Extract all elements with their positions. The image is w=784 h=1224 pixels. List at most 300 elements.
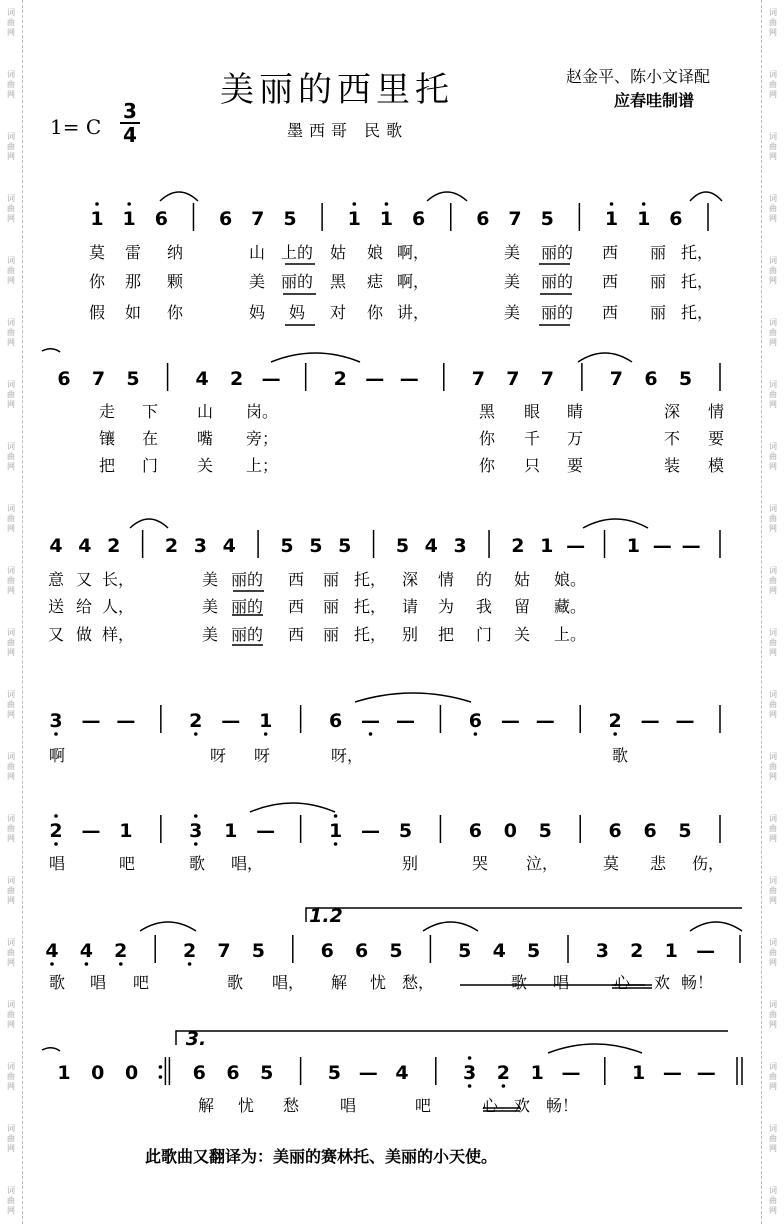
lyric-word: 忧 <box>369 973 387 992</box>
lyric-word: 别 <box>401 625 419 644</box>
note: 1 <box>122 208 136 230</box>
lyric-word: 藏。 <box>553 597 587 616</box>
note: 1 <box>90 208 104 230</box>
lyric-word: 吧 <box>132 973 150 992</box>
lyric-word: 丽的 <box>540 243 574 262</box>
slur-mark <box>250 803 335 812</box>
note: 7 <box>540 368 554 390</box>
note: 1 <box>379 208 394 230</box>
note: 5 <box>338 535 352 557</box>
lyric-word: 歌 <box>226 973 244 992</box>
note: 2 <box>230 368 244 390</box>
lyric-word: 纳 <box>166 243 184 262</box>
watermark-text: 词 曲 网 <box>7 876 15 905</box>
octave-dot <box>188 962 192 966</box>
note: 2 <box>189 710 203 732</box>
lyric-word: 啊 <box>48 746 66 765</box>
watermark-text: 词 曲 网 <box>7 8 15 37</box>
note: 6 <box>669 208 683 230</box>
slur-mark <box>140 922 196 931</box>
note: 5 <box>458 940 472 962</box>
watermark-text: 词 曲 网 <box>7 1186 15 1215</box>
lyric-word: 走 <box>98 402 116 421</box>
lyric-word: 啊， <box>396 272 430 291</box>
lyric-word: 在 <box>141 429 159 448</box>
lyric-word: 解 <box>197 1096 215 1115</box>
lyric-word: 万 <box>566 429 584 448</box>
note: 2 <box>511 535 525 557</box>
lyric-word: 把 <box>98 456 116 475</box>
volta-label: 1.2 <box>309 905 343 927</box>
lyric-word: 托， <box>353 625 387 644</box>
note: 5 <box>395 535 410 557</box>
note: 4 <box>222 535 236 557</box>
octave-dot <box>159 1065 163 1069</box>
dash-note: — <box>365 368 385 390</box>
octave-dot <box>194 732 198 736</box>
lyric-word: 做 <box>75 625 93 644</box>
lyric-word: 你 <box>366 303 384 322</box>
octave-dot <box>468 1056 472 1060</box>
note: 2 <box>49 820 63 842</box>
watermark-text: 词 曲 网 <box>7 814 15 843</box>
dash-note: — <box>361 710 381 732</box>
lyric-word: 要 <box>566 456 584 475</box>
watermark-text: 词 曲 网 <box>7 318 15 347</box>
lyric-word: 意 <box>47 570 65 589</box>
lyric-word: 美 <box>201 570 219 589</box>
slur-mark <box>578 353 632 362</box>
note: 5 <box>678 368 693 390</box>
note: 3 <box>595 940 610 962</box>
watermark-text: 词 曲 网 <box>769 628 777 657</box>
lyric-word: 又 <box>75 570 93 589</box>
dash-note: — <box>640 710 660 732</box>
lyric-word: 情 <box>707 402 725 421</box>
octave-dot <box>54 732 58 736</box>
note: 4 <box>492 940 506 962</box>
note: 7 <box>508 208 522 230</box>
note: 1 <box>626 535 641 557</box>
lyric-word: 请 <box>401 597 419 616</box>
lyric-word: 上。 <box>553 625 587 644</box>
watermark-text: 词 曲 网 <box>7 132 15 161</box>
lyric-word: 唱 <box>89 973 107 992</box>
watermark-text: 词 曲 网 <box>7 256 15 285</box>
lyric-word: 我 <box>475 597 493 616</box>
note: 1 <box>530 1062 544 1084</box>
note: 2 <box>182 940 197 962</box>
lyric-word: 愁， <box>401 973 435 992</box>
lyric-word: 西 <box>601 243 619 262</box>
watermark-text: 词 曲 网 <box>769 380 777 409</box>
slur-mark <box>271 353 360 362</box>
note: 1 <box>347 208 361 230</box>
lyric-word: 嘴 <box>196 429 214 448</box>
note: 3 <box>189 820 203 842</box>
lyric-word: 西 <box>601 272 619 291</box>
dash-note: — <box>696 940 716 962</box>
dash-note: — <box>561 1062 581 1084</box>
note: 6 <box>320 940 334 962</box>
lyric-word: 泣， <box>525 854 559 873</box>
watermark-text: 词 曲 网 <box>769 318 777 347</box>
lyric-word: 愁 <box>282 1096 300 1115</box>
watermark-text: 词 曲 网 <box>769 194 777 223</box>
watermark-text: 词 曲 网 <box>7 380 15 409</box>
note: 6 <box>57 368 71 390</box>
note: 5 <box>389 940 403 962</box>
lyric-word: 镶 <box>98 429 116 448</box>
lyric-word: 关 <box>513 625 531 644</box>
lyric-word: 送 <box>47 597 65 616</box>
lyric-word: 歌 <box>510 973 528 992</box>
lyric-word: 假 <box>88 303 106 322</box>
time-signature-bottom: 4 <box>123 123 137 147</box>
lyric-word: 解 <box>330 973 348 992</box>
lyric-word: 托， <box>353 597 387 616</box>
lyric-word: 唱 <box>339 1096 357 1115</box>
lyric-word: 唱 <box>48 854 66 873</box>
note: 5 <box>260 1062 274 1084</box>
note: 5 <box>283 208 297 230</box>
watermark-text: 词 曲 网 <box>769 8 777 37</box>
dash-note: — <box>256 820 276 842</box>
lyric-word: 你 <box>166 303 184 322</box>
note: 3 <box>193 535 207 557</box>
lyric-word: 哭 <box>471 854 489 873</box>
watermark-text: 词 曲 网 <box>769 690 777 719</box>
note: 2 <box>164 535 179 557</box>
lyric-word: 托， <box>680 272 714 291</box>
lyric-word: 莫 <box>602 854 620 873</box>
lyric-word: 痣 <box>366 272 384 291</box>
lyric-word: 美 <box>201 625 219 644</box>
lyric-word: 娘。 <box>553 570 587 589</box>
slur-mark <box>690 922 742 931</box>
lyric-word: 妈 <box>288 303 306 322</box>
note: 7 <box>251 208 265 230</box>
note: 5 <box>251 940 266 962</box>
note: 6 <box>644 368 658 390</box>
lyric-word: 美 <box>503 243 521 262</box>
engraver-credit: 应春哇制谱 <box>614 91 695 110</box>
lyric-word: 唱， <box>230 854 264 873</box>
dash-note: — <box>81 820 101 842</box>
note: 3 <box>453 535 467 557</box>
watermark-text: 词 曲 网 <box>7 1124 15 1153</box>
note: 4 <box>79 940 94 962</box>
note: 1 <box>119 820 133 842</box>
octave-dot <box>159 1075 163 1079</box>
lyric-word: 雷 <box>124 243 142 262</box>
dash-note: — <box>696 1062 716 1084</box>
watermark-text: 词 曲 网 <box>769 504 777 533</box>
watermark-text: 词 曲 网 <box>7 690 15 719</box>
note: 0 <box>124 1062 139 1084</box>
lyric-word: 忧 <box>237 1096 255 1115</box>
octave-dot <box>95 202 99 206</box>
watermark-text: 词 曲 网 <box>7 938 15 967</box>
tie-continuation <box>42 349 60 352</box>
octave-dot <box>613 732 617 736</box>
dash-note: — <box>261 368 281 390</box>
slur-mark <box>548 1044 642 1053</box>
lyric-word: 吧 <box>118 854 136 873</box>
lyric-word: 美 <box>503 272 521 291</box>
slur-mark <box>583 519 648 528</box>
lyric-word: 呀， <box>330 746 364 765</box>
watermark-text: 词 曲 网 <box>7 442 15 471</box>
lyric-word: 畅！ <box>680 973 714 992</box>
dash-note: — <box>566 535 586 557</box>
note: 0 <box>91 1062 105 1084</box>
lyric-word: 关 <box>196 456 214 475</box>
volta-bracket <box>306 908 742 922</box>
lyric-word: 不 <box>663 429 681 448</box>
footer-note: 此歌曲又翻译为：美丽的赛林托、美丽的小天使。 <box>145 1147 498 1166</box>
octave-dot <box>127 202 131 206</box>
dash-note: — <box>535 710 555 732</box>
note: 5 <box>398 820 413 842</box>
note: 6 <box>354 940 369 962</box>
note: 5 <box>309 535 323 557</box>
octave-dot <box>369 732 373 736</box>
note: 5 <box>538 820 552 842</box>
note: 7 <box>91 368 106 390</box>
note: 1 <box>637 208 651 230</box>
note: 7 <box>217 940 231 962</box>
lyric-word: 美 <box>201 597 219 616</box>
note: 7 <box>506 368 520 390</box>
note: 5 <box>526 940 541 962</box>
note: 1 <box>604 208 619 230</box>
watermark-text: 词 曲 网 <box>769 566 777 595</box>
lyric-word: 睛 <box>566 402 584 421</box>
dash-note: — <box>399 368 419 390</box>
dash-note: — <box>116 710 136 732</box>
lyric-word: 深 <box>663 402 681 421</box>
lyric-word: 山 <box>248 243 266 262</box>
lyric-word: 心 <box>613 973 631 992</box>
lyric-word: 托， <box>680 243 714 262</box>
lyric-word: 模 <box>707 456 725 475</box>
watermark-text: 词 曲 网 <box>769 752 777 781</box>
octave-dot <box>54 814 58 818</box>
lyric-word: 美 <box>503 303 521 322</box>
lyric-word: 呀 <box>253 746 271 765</box>
lyric-word: 丽的 <box>280 272 314 291</box>
note: 6 <box>468 710 482 732</box>
lyric-word: 欢 <box>653 973 671 992</box>
lyric-word: 丽 <box>649 272 667 291</box>
lyric-word: 下 <box>141 402 159 421</box>
lyric-word: 要 <box>707 429 725 448</box>
notation-layer <box>45 208 715 1084</box>
slur-mark <box>355 693 471 702</box>
lyric-word: 伤， <box>691 854 725 873</box>
watermark-text: 词 曲 网 <box>769 442 777 471</box>
slur-mark <box>427 192 467 201</box>
note: 4 <box>49 535 63 557</box>
dash-note: — <box>500 710 520 732</box>
lyric-word: 你 <box>478 429 496 448</box>
tie-continuation <box>42 1048 60 1051</box>
lyric-word: 丽 <box>322 570 340 589</box>
lyric-word: 只 <box>523 456 541 475</box>
watermark-text: 词 曲 网 <box>7 1062 15 1091</box>
watermark-text: 词 曲 网 <box>769 814 777 843</box>
lyric-word: 西 <box>287 570 305 589</box>
lyric-word: 欢 <box>513 1096 531 1115</box>
octave-dot <box>468 1084 472 1088</box>
note: 1 <box>631 1062 646 1084</box>
dash-note: — <box>681 535 701 557</box>
octave-dot <box>54 842 58 846</box>
lyric-word: 对 <box>329 303 347 322</box>
note: 3 <box>462 1062 477 1084</box>
dash-note: — <box>662 1062 682 1084</box>
watermark-text: 词 曲 网 <box>769 938 777 967</box>
note: 2 <box>630 940 644 962</box>
slur-mark <box>423 922 478 931</box>
volta-bracket <box>176 1031 728 1045</box>
lyric-word: 那 <box>124 272 142 291</box>
lyric-word: 姑 <box>513 570 531 589</box>
octave-dot <box>119 962 123 966</box>
dash-note: — <box>675 710 695 732</box>
note: 6 <box>468 820 482 842</box>
watermark-text: 词 曲 网 <box>769 1000 777 1029</box>
translator-credit: 赵金平、陈小文译配 <box>566 67 711 86</box>
note: 4 <box>195 368 209 390</box>
lyric-word: 歌 <box>48 973 66 992</box>
note: 2 <box>333 368 347 390</box>
watermark-text: 词 曲 网 <box>769 1186 777 1215</box>
lyric-word: 装 <box>663 456 681 475</box>
lyric-word: 西 <box>601 303 619 322</box>
song-origin: 墨西哥 民歌 <box>287 121 409 140</box>
lyric-word: 你 <box>478 456 496 475</box>
note: 6 <box>226 1062 240 1084</box>
lyric-word: 美 <box>248 272 266 291</box>
note: 1 <box>57 1062 71 1084</box>
note: 6 <box>643 820 657 842</box>
lyric-word: 如 <box>124 303 142 322</box>
lyric-word: 为 <box>437 597 455 616</box>
lyric-word: 莫 <box>88 243 106 262</box>
watermark-text: 词 曲 网 <box>769 876 777 905</box>
lyric-word: 啊， <box>396 243 430 262</box>
lyric-word: 吧 <box>414 1096 432 1115</box>
note: 1 <box>540 535 554 557</box>
lyric-word: 丽的 <box>540 272 574 291</box>
note: 1 <box>259 710 273 732</box>
octave-dot <box>264 732 268 736</box>
note: 1 <box>328 820 343 842</box>
lyric-word: 长， <box>101 570 135 589</box>
lyric-word: 别 <box>401 854 419 873</box>
lyric-word: 又 <box>47 625 65 644</box>
note: 2 <box>114 940 128 962</box>
volta-label: 3. <box>185 1028 207 1050</box>
lyric-word: 歌 <box>611 746 629 765</box>
octave-dot <box>194 814 198 818</box>
lyric-word: 丽的 <box>540 303 574 322</box>
note: 6 <box>328 710 343 732</box>
lyric-word: 呀 <box>209 746 227 765</box>
lyric-word: 眼 <box>523 402 541 421</box>
watermark-text: 词 曲 网 <box>7 194 15 223</box>
dash-note: — <box>395 710 415 732</box>
note: 6 <box>476 208 490 230</box>
note: 3 <box>49 710 63 732</box>
note: 6 <box>411 208 426 230</box>
note: 5 <box>540 208 554 230</box>
octave-dot <box>474 732 478 736</box>
watermark-text: 词 曲 网 <box>7 504 15 533</box>
lyric-word: 把 <box>437 625 455 644</box>
watermark-text: 词 曲 网 <box>7 566 15 595</box>
lyric-word: 千 <box>523 429 541 448</box>
key-signature: 1= C <box>50 115 102 139</box>
lyric-word: 上； <box>245 456 279 475</box>
dash-note: — <box>221 710 241 732</box>
lyric-word: 留 <box>513 597 531 616</box>
note: 1 <box>664 940 678 962</box>
lyric-word: 丽 <box>649 243 667 262</box>
time-signature-top: 3 <box>123 99 137 123</box>
lyric-word: 样， <box>101 625 135 644</box>
octave-dot <box>194 842 198 846</box>
watermark-text: 词 曲 网 <box>769 132 777 161</box>
note: 5 <box>280 535 294 557</box>
lyric-word: 唱 <box>552 973 570 992</box>
lyric-word: 西 <box>287 625 305 644</box>
lyric-word: 门 <box>475 625 493 644</box>
note: 6 <box>192 1062 206 1084</box>
dash-note: — <box>358 1062 378 1084</box>
note: 2 <box>107 535 121 557</box>
lyric-word: 丽的 <box>230 597 264 616</box>
note: 6 <box>608 820 622 842</box>
note: 4 <box>395 1062 409 1084</box>
lyric-word: 给 <box>75 597 93 616</box>
octave-dot <box>334 842 338 846</box>
note: 5 <box>678 820 692 842</box>
octave-dot <box>385 202 389 206</box>
octave-dot <box>85 962 89 966</box>
lyric-word: 情 <box>437 570 455 589</box>
lyric-word: 托， <box>680 303 714 322</box>
watermark-text: 词 曲 网 <box>7 70 15 99</box>
slur-mark <box>160 192 198 201</box>
lyric-word: 门 <box>141 456 159 475</box>
lyric-word: 岗。 <box>245 402 279 421</box>
lyric-word: 人， <box>101 597 135 616</box>
lyric-word: 旁； <box>245 429 279 448</box>
octave-dot <box>352 202 356 206</box>
note: 6 <box>219 208 233 230</box>
octave-dot <box>334 814 338 818</box>
note: 6 <box>154 208 168 230</box>
octave-dot <box>610 202 614 206</box>
dash-note: — <box>652 535 672 557</box>
watermark-text: 词 曲 网 <box>7 628 15 657</box>
watermark-text: 词 曲 网 <box>769 1124 777 1153</box>
note: 7 <box>471 368 485 390</box>
lyric-word: 丽的 <box>230 570 264 589</box>
